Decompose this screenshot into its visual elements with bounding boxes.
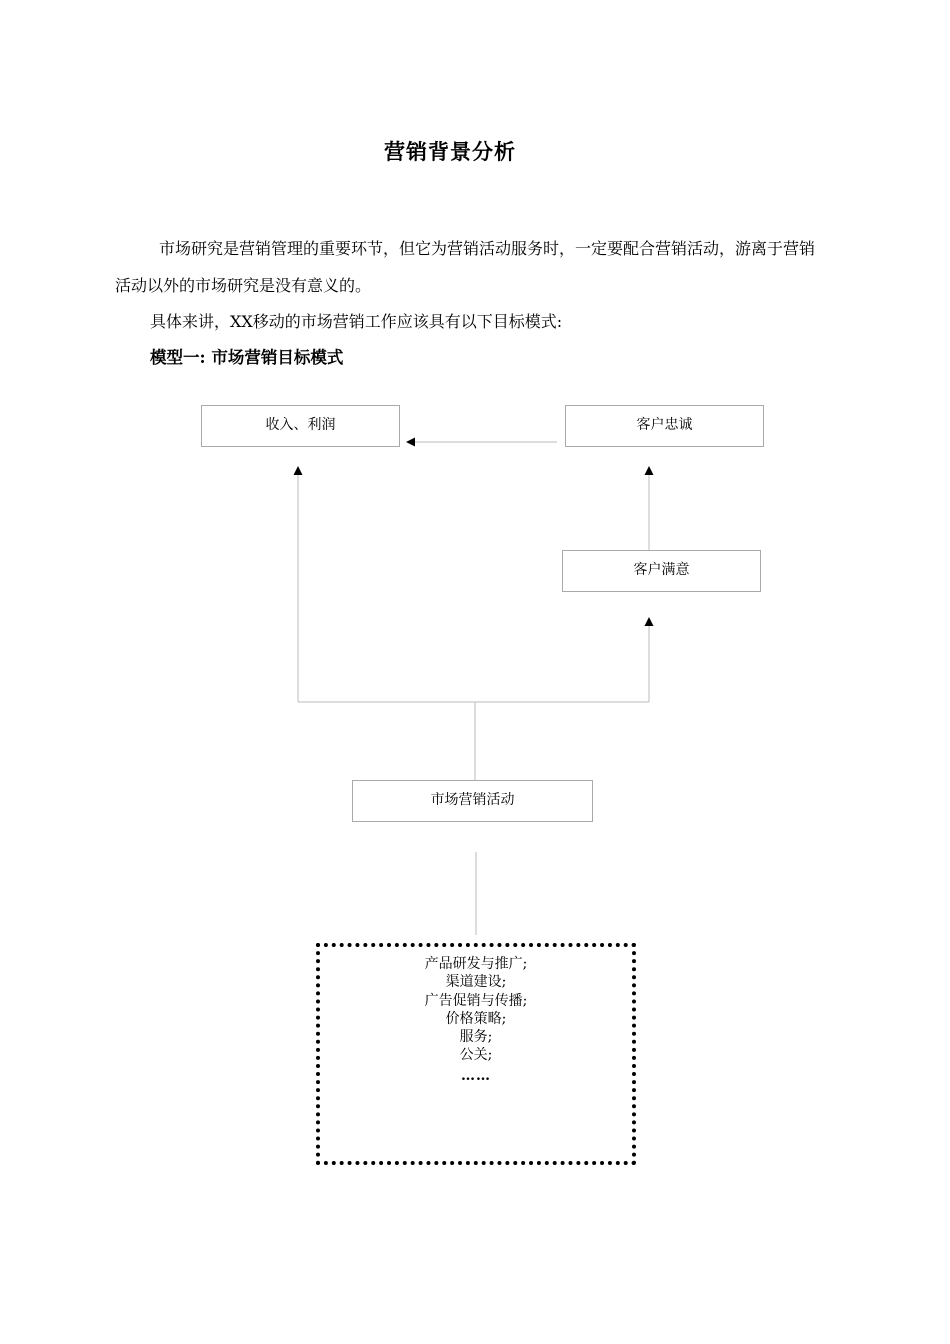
activity-item: 公关; xyxy=(459,1047,493,1064)
revenue-profit-box xyxy=(201,405,400,447)
model-heading: 模型一: 市场营销目标模式 xyxy=(150,348,344,367)
activity-item: 服务; xyxy=(459,1029,493,1046)
target-paragraph: 具体来讲，XX移动的市场营销工作应该具有以下目标模式: xyxy=(150,312,563,331)
arrowhead-satisfaction-up xyxy=(645,617,654,626)
activity-ellipsis: …… xyxy=(461,1067,491,1084)
activity-item: 广告促销与传播; xyxy=(424,992,528,1009)
arrowhead-loyalty-up xyxy=(645,466,654,475)
customer-satisfaction-label: 客户满意 xyxy=(633,562,690,578)
marketing-activity-box xyxy=(352,780,593,822)
activity-item: 渠道建设; xyxy=(445,974,507,991)
marketing-activity-label: 市场营销活动 xyxy=(430,792,515,808)
revenue-profit-label: 收入、利润 xyxy=(265,417,336,433)
page-title: 营销背景分析 xyxy=(384,139,516,164)
customer-loyalty-box xyxy=(565,405,764,447)
activities-list-box xyxy=(316,943,636,1165)
activity-item: 价格策略; xyxy=(445,1010,507,1027)
arrowhead-revenue-left xyxy=(406,438,415,447)
intro-paragraph: 市场研究是营销管理的重要环节，但它为营销活动服务时，一定要配合营销活动，游离于营销活动以外的市场研究是没有意义的。 xyxy=(115,239,816,295)
customer-loyalty-label: 客户忠诚 xyxy=(636,417,693,433)
customer-satisfaction-box xyxy=(562,550,761,592)
activity-item: 产品研发与推广; xyxy=(424,956,528,972)
arrowhead-revenue-up xyxy=(294,466,303,475)
